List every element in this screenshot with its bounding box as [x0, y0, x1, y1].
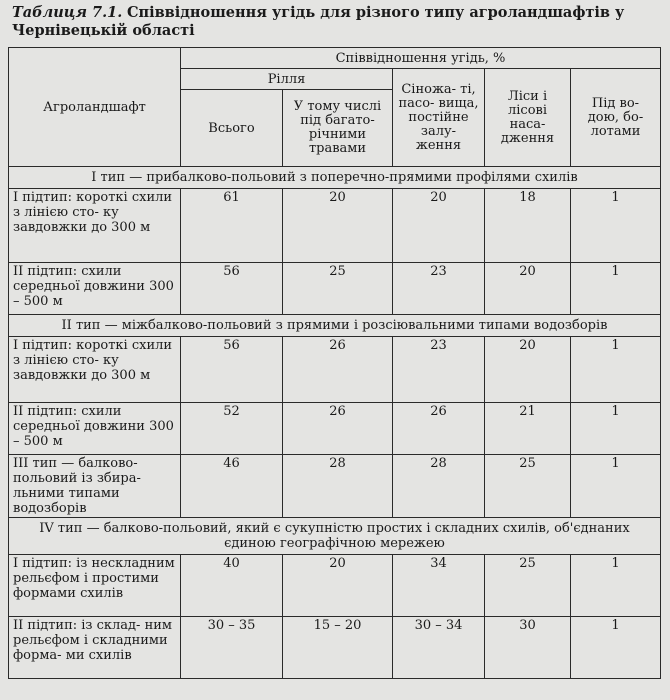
header-landscape: Агроландшафт [9, 48, 181, 167]
section-title: I тип — прибалково-польовий з поперечно-прямими профілями схилів [9, 167, 661, 189]
cell-total: 52 [181, 403, 283, 455]
cell-hayfields: 26 [393, 403, 485, 455]
cell-hayfields: 23 [393, 337, 485, 403]
table-row [9, 403, 661, 455]
header-forests: Ліси і лісові наса- дження [485, 69, 571, 167]
cell-water: 1 [571, 455, 661, 518]
cell-perennial: 20 [283, 555, 393, 617]
cell-perennial: 26 [283, 337, 393, 403]
table-row [9, 555, 661, 617]
caption-label: Таблиця 7.1. [12, 4, 123, 21]
row-name: I підтип: із нескладним рельєфом і простими формами схилів [9, 555, 181, 617]
row-name: II підтип: схили середньої довжини 300 – 500 м [9, 263, 181, 315]
table-row [9, 337, 661, 403]
table-row [9, 263, 661, 315]
row-name: I підтип: короткі схили з лінією сто- ку завдовжки до 300 м [9, 189, 181, 263]
header-arable: Рілля [181, 69, 393, 90]
header-perennial: У тому числі під багато- річними травами [283, 90, 393, 167]
cell-water: 1 [571, 555, 661, 617]
cell-perennial: 26 [283, 403, 393, 455]
cell-forests: 30 [485, 617, 571, 679]
cell-forests: 21 [485, 403, 571, 455]
cell-hayfields: 34 [393, 555, 485, 617]
table-row [9, 455, 661, 518]
caption-text: Співвідношення угідь для різного типу агроландшафтів у Чернівецькій області [12, 4, 625, 39]
cell-total: 61 [181, 189, 283, 263]
cell-total: 56 [181, 263, 283, 315]
cell-total: 56 [181, 337, 283, 403]
cell-perennial: 20 [283, 189, 393, 263]
table-row [9, 617, 661, 679]
section-title: IV тип — балково-польовий, який є сукупністю простих і складних схилів, об'єднаних єдиною географічною мережею [9, 518, 661, 555]
cell-forests: 20 [485, 263, 571, 315]
table-caption [12, 4, 652, 40]
cell-hayfields: 30 – 34 [393, 617, 485, 679]
cell-water: 1 [571, 337, 661, 403]
cell-perennial: 28 [283, 455, 393, 518]
cell-hayfields: 23 [393, 263, 485, 315]
cell-hayfields: 20 [393, 189, 485, 263]
cell-forests: 25 [485, 555, 571, 617]
cell-forests: 20 [485, 337, 571, 403]
row-name: I підтип: короткі схили з лінією сто- ку завдовжки до 300 м [9, 337, 181, 403]
row-name: II підтип: схили середньої довжини 300 – 500 м [9, 403, 181, 455]
cell-water: 1 [571, 189, 661, 263]
row-name: III тип — балково- польовий із збира- льними типами водозборів [9, 455, 181, 518]
table-row [9, 189, 661, 263]
land-ratio-table [8, 47, 661, 679]
cell-forests: 25 [485, 455, 571, 518]
cell-water: 1 [571, 263, 661, 315]
cell-total: 40 [181, 555, 283, 617]
cell-total: 30 – 35 [181, 617, 283, 679]
section-title: II тип — міжбалково-польовий з прямими і розсіювальними типами водозборів [9, 315, 661, 337]
cell-water: 1 [571, 617, 661, 679]
header-total: Всього [181, 90, 283, 167]
header-hayfields: Сіножа- ті, пасо- вища, постійне залу- ження [393, 69, 485, 167]
header-water: Під во- дою, бо- лотами [571, 69, 661, 167]
cell-perennial: 15 – 20 [283, 617, 393, 679]
row-name: II підтип: із склад- ним рельєфом і складними форма- ми схилів [9, 617, 181, 679]
cell-hayfields: 28 [393, 455, 485, 518]
cell-forests: 18 [485, 189, 571, 263]
cell-total: 46 [181, 455, 283, 518]
header-ratio: Співвідношення угідь, % [181, 48, 661, 69]
cell-water: 1 [571, 403, 661, 455]
cell-perennial: 25 [283, 263, 393, 315]
